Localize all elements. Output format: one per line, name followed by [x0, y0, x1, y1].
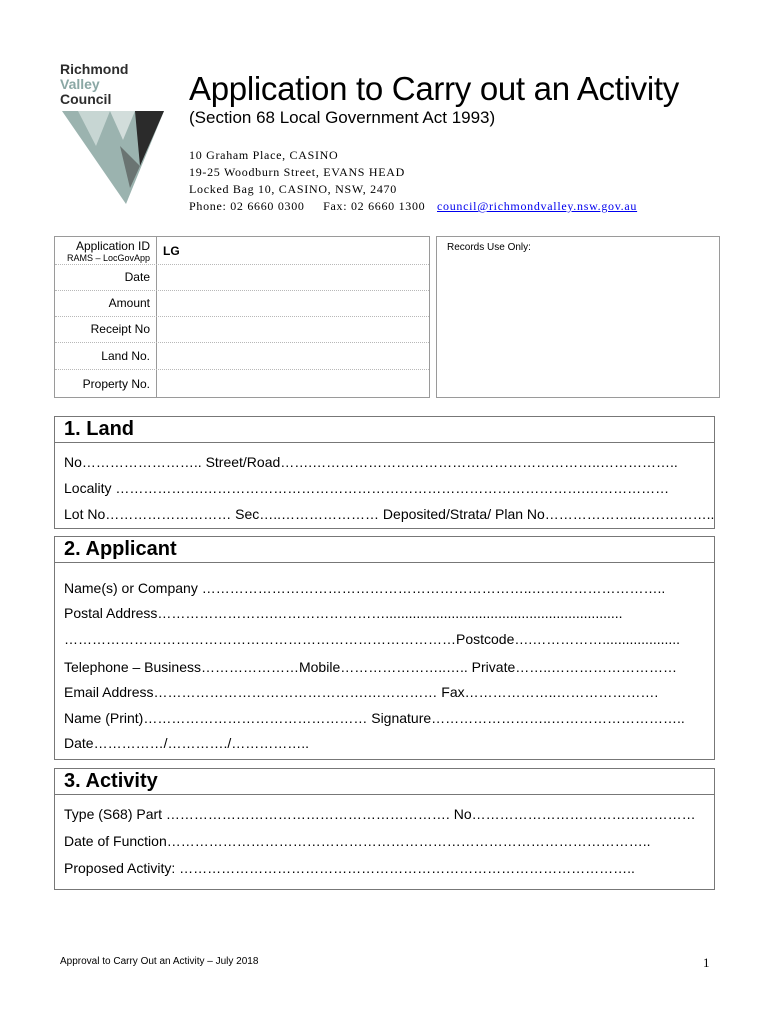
- receipt-label: Receipt No: [90, 322, 150, 336]
- receipt-row[interactable]: [55, 317, 429, 343]
- land-no-label: Land No.: [101, 349, 150, 363]
- land-lot-line[interactable]: Lot No……………………… Sec…..………………… Deposited/Strata/ Plan No………………..……………..: [64, 506, 715, 522]
- logo-line-2: Valley: [60, 76, 100, 92]
- date-row[interactable]: [55, 265, 429, 291]
- land-section: [54, 416, 715, 529]
- application-id-label: Application ID: [75, 239, 150, 253]
- page-number: 1: [703, 955, 710, 970]
- applicant-telephone-line[interactable]: Telephone – Business…………………Mobile…………………..….. Private……..………………………: [64, 659, 678, 675]
- address-line-2: 19-25 Woodburn Street, EVANS HEAD: [189, 165, 406, 179]
- property-no-label: Property No.: [82, 377, 150, 391]
- land-section-title: 1. Land: [64, 418, 135, 440]
- applicant-email-line[interactable]: Email Address……………………………………….…………… Fax………………..………………….: [64, 684, 659, 700]
- activity-type-line[interactable]: Type (S68) Part ……………………………………………………. No…………………………………………: [64, 806, 696, 822]
- records-use-label: Records Use Only:: [447, 242, 531, 253]
- applicant-postal-line[interactable]: Postal Address…………………….…………………….............................................................: [64, 605, 623, 621]
- activity-proposed-line[interactable]: Proposed Activity: ……………………………………………………………………………………..: [64, 860, 635, 876]
- application-id-value: LG: [163, 244, 180, 258]
- applicant-postcode-line[interactable]: …………………………………………………………………………Postcode….……………....................: [64, 631, 681, 647]
- amount-row[interactable]: [55, 291, 429, 317]
- office-use-table: [54, 236, 430, 398]
- rams-label: RAMS – LocGovApp: [66, 253, 150, 263]
- land-street-line[interactable]: No…………………….. Street/Road…….……………………………………………………..……………..: [64, 454, 678, 470]
- address-line-3: Locked Bag 10, CASINO, NSW, 2470: [189, 182, 397, 196]
- activity-date-line[interactable]: Date of Function…………………………………………………………………………………………..: [64, 833, 651, 849]
- land-section-header: [55, 417, 714, 443]
- applicant-section: [54, 536, 715, 760]
- phone-fax-line: Phone: 02 6660 0300 Fax: 02 6660 1300: [189, 199, 426, 213]
- footer-text: Approval to Carry Out an Activity – July 2018: [60, 956, 259, 967]
- land-no-row[interactable]: [55, 343, 429, 370]
- application-id-row[interactable]: [55, 237, 429, 265]
- activity-section-title: 3. Activity: [64, 770, 158, 792]
- applicant-section-title: 2. Applicant: [64, 538, 177, 560]
- applicant-print-name-line[interactable]: Name (Print)………………………………………… Signature……………………..………………………..: [64, 710, 685, 726]
- address-line-1: 10 Graham Place, CASINO: [189, 148, 339, 162]
- triangle-logo-icon: [60, 108, 170, 208]
- date-label: Date: [124, 270, 150, 284]
- activity-section-header: [55, 769, 714, 795]
- applicant-date-line[interactable]: Date……………/…………./……………..: [64, 735, 310, 751]
- council-email-link[interactable]: council@richmondvalley.nsw.gov.au: [437, 199, 638, 213]
- land-locality-line[interactable]: Locality ……………….……………………………………………………………………….………………: [64, 480, 670, 496]
- logo-line-3: Council: [60, 91, 112, 107]
- property-no-row[interactable]: [55, 370, 429, 397]
- page-subtitle: (Section 68 Local Government Act 1993): [189, 108, 496, 127]
- applicant-name-line[interactable]: Name(s) or Company ……………………………………………………………..………………………..: [64, 580, 666, 596]
- logo-line-1: Richmond: [60, 61, 129, 77]
- amount-label: Amount: [108, 296, 150, 310]
- page-title: Application to Carry out an Activity: [189, 70, 679, 107]
- records-use-box: [436, 236, 720, 398]
- council-logo: [60, 62, 170, 207]
- activity-section: [54, 768, 715, 890]
- applicant-section-header: [55, 537, 714, 563]
